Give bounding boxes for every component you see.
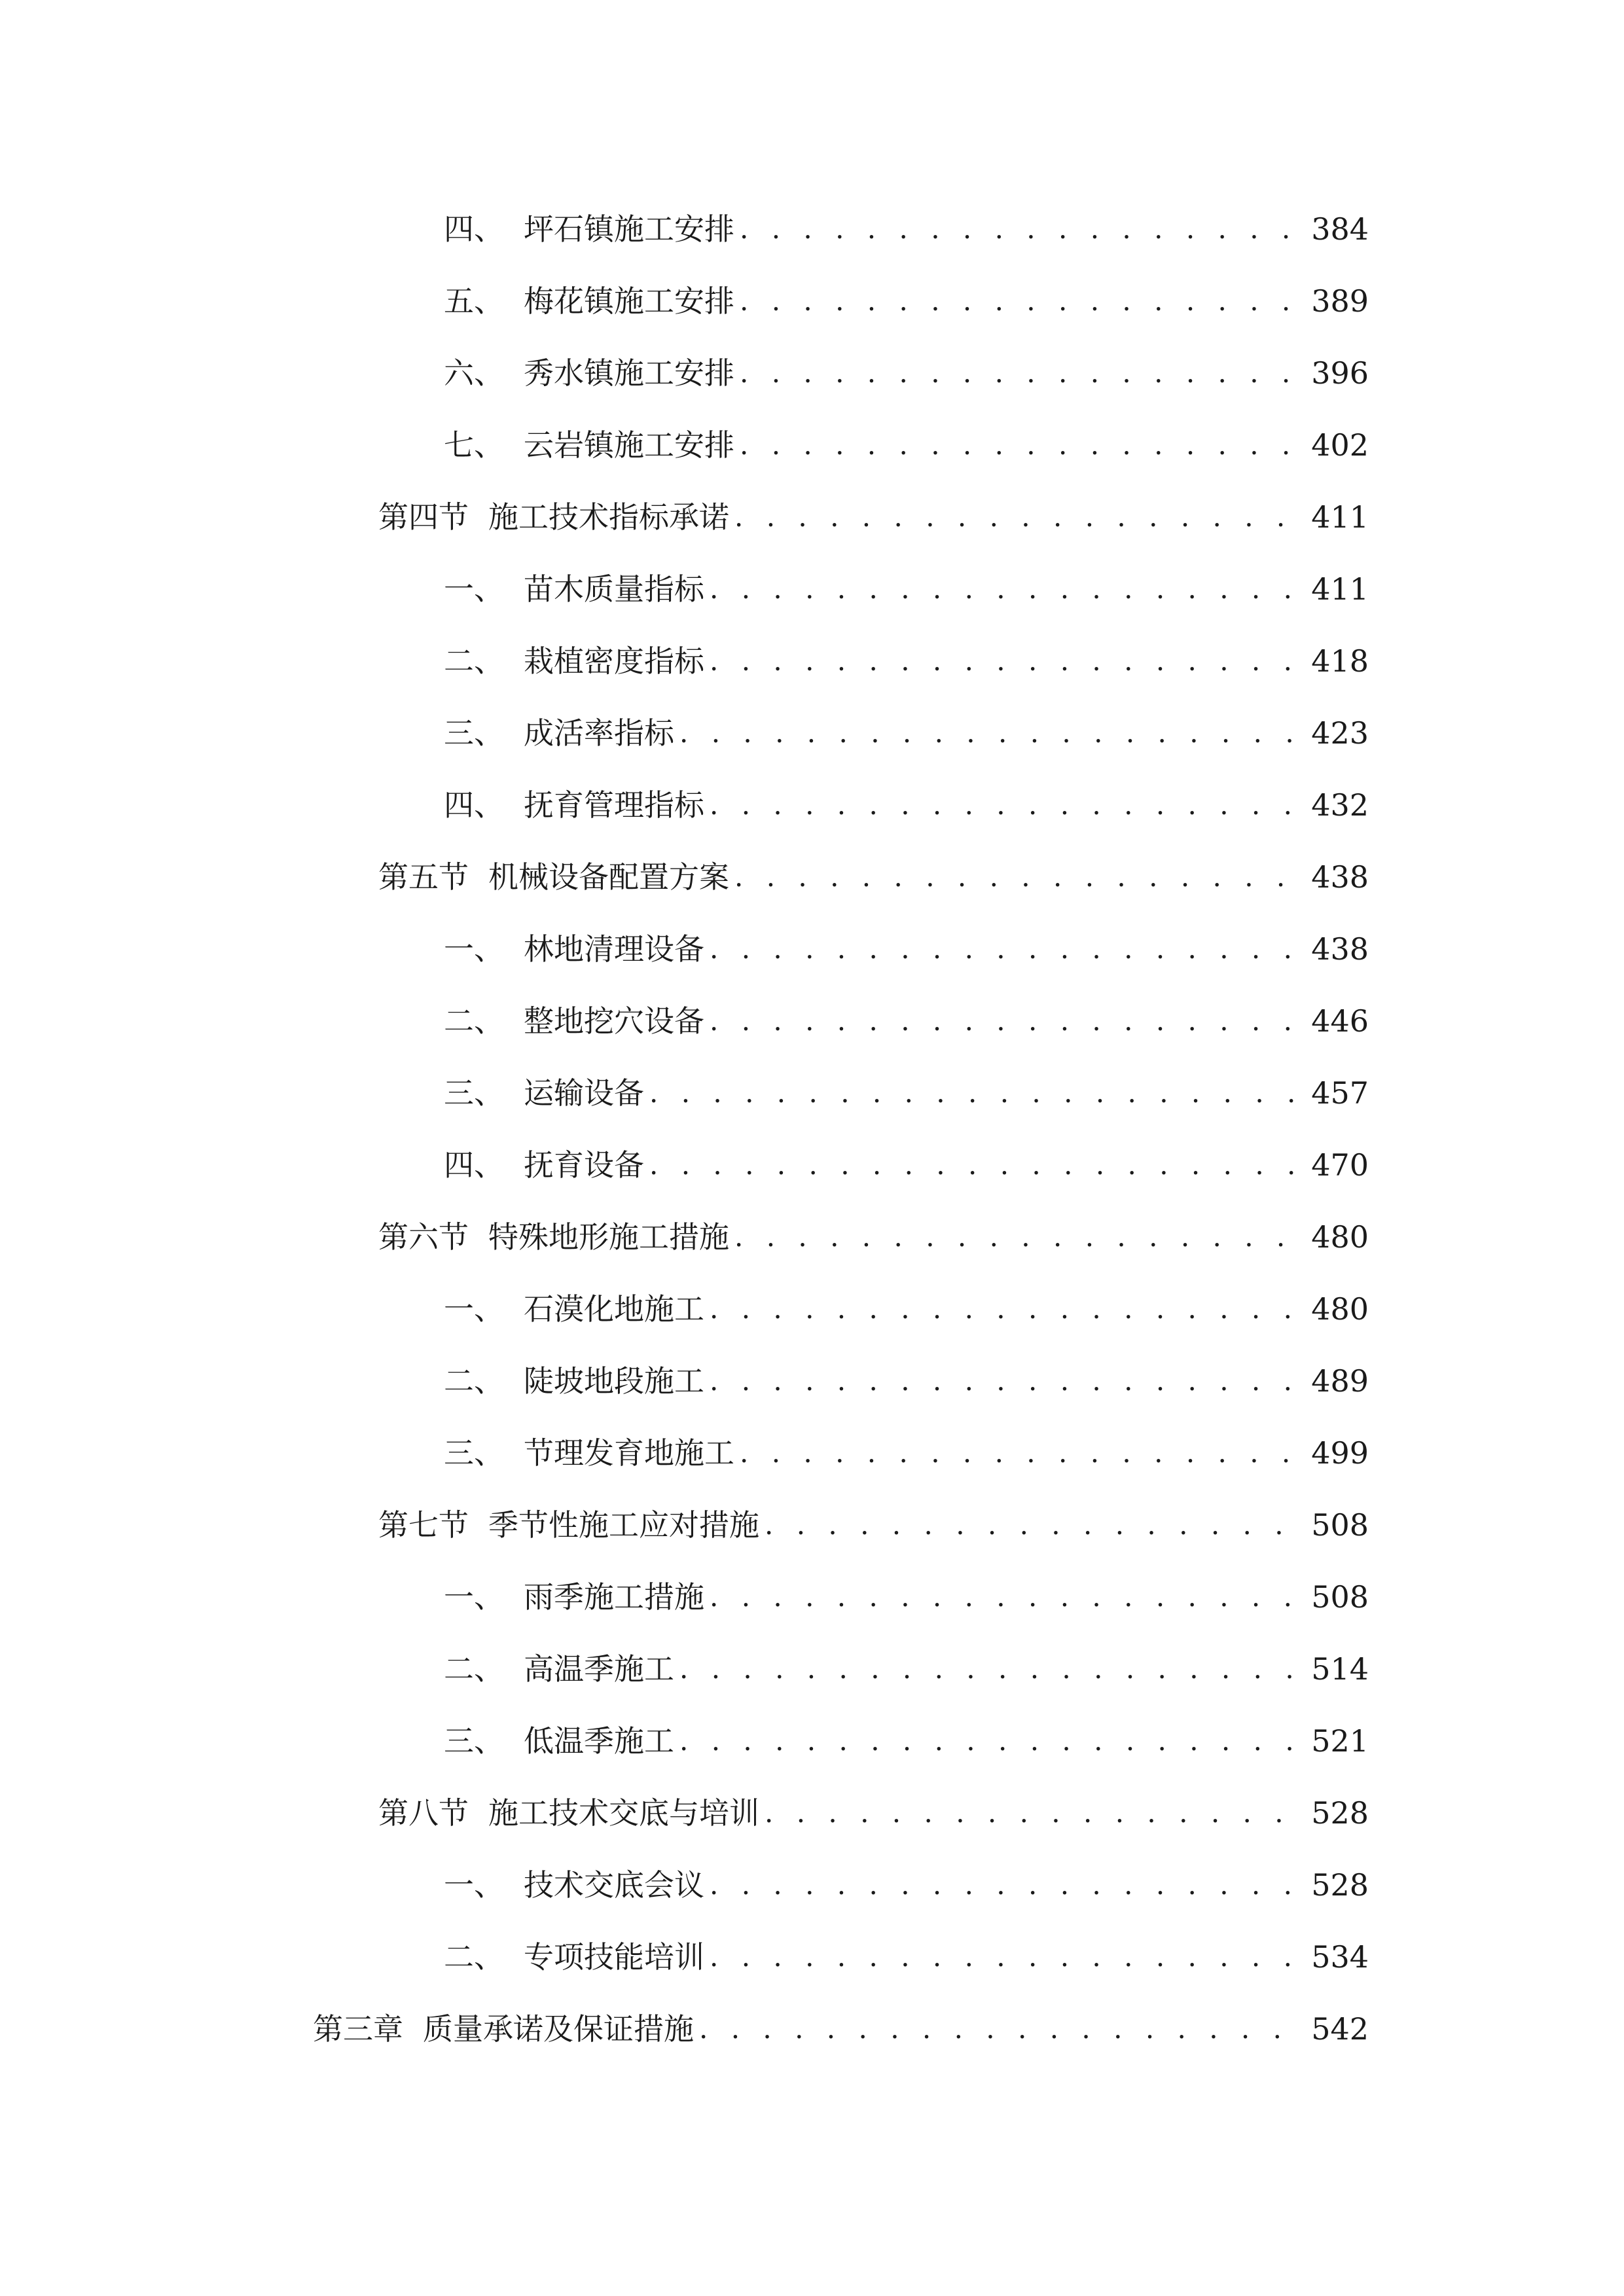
toc-entry-title: 机械设备配置方案 xyxy=(488,859,729,895)
toc-entry-title: 栽植密度指标 xyxy=(524,643,704,679)
toc-entry-number: 三、 xyxy=(444,1723,504,1759)
toc-entry-page: 508 xyxy=(1311,1507,1369,1543)
toc-entry[interactable] xyxy=(444,422,1369,468)
toc-entry-number: 第五节 xyxy=(378,859,469,895)
toc-entry-title: 秀水镇施工安排 xyxy=(524,355,734,391)
toc-entry-number: 一、 xyxy=(444,1579,504,1615)
toc-entry[interactable] xyxy=(444,566,1369,612)
toc-entry[interactable] xyxy=(444,1934,1369,1980)
dot-leader xyxy=(740,350,1302,396)
toc-entry[interactable] xyxy=(444,1862,1369,1908)
toc-entry[interactable] xyxy=(378,494,1369,540)
dot-leader xyxy=(710,926,1302,972)
toc-entry[interactable] xyxy=(444,1646,1369,1692)
toc-entry[interactable] xyxy=(444,206,1369,252)
toc-entry-page: 418 xyxy=(1311,643,1369,679)
toc-entry-number: 七、 xyxy=(444,427,504,463)
toc-entry[interactable] xyxy=(378,854,1369,900)
toc-entry-title: 季节性施工应对措施 xyxy=(488,1507,759,1543)
dot-leader xyxy=(710,998,1302,1044)
toc-entry-title: 云岩镇施工安排 xyxy=(524,427,734,463)
toc-entry-page: 402 xyxy=(1311,427,1369,463)
toc-entry-page: 534 xyxy=(1311,1939,1369,1975)
toc-entry[interactable] xyxy=(378,1214,1369,1260)
toc-entry-number: 六、 xyxy=(444,355,504,391)
toc-entry-title: 坪石镇施工安排 xyxy=(524,211,734,247)
toc-entry-page: 521 xyxy=(1311,1723,1369,1759)
dot-leader xyxy=(710,566,1302,612)
dot-leader xyxy=(740,278,1302,324)
toc-entry-number: 第三章 xyxy=(313,2011,403,2047)
dot-leader xyxy=(740,1430,1302,1476)
toc-entry-title: 成活率指标 xyxy=(524,715,674,751)
toc-entry-number: 一、 xyxy=(444,1867,504,1903)
toc-entry-page: 438 xyxy=(1311,859,1369,895)
toc-entry-title: 施工技术指标承诺 xyxy=(488,499,729,535)
toc-entry-page: 514 xyxy=(1311,1651,1369,1687)
toc-entry[interactable] xyxy=(444,998,1369,1044)
toc-entry-title: 专项技能培训 xyxy=(524,1939,704,1975)
toc-entry-page: 389 xyxy=(1311,283,1369,319)
dot-leader xyxy=(699,2006,1302,2052)
toc-entry-title: 技术交底会议 xyxy=(524,1867,704,1903)
toc-entry-number: 一、 xyxy=(444,1291,504,1327)
toc-entry-page: 508 xyxy=(1311,1579,1369,1615)
dot-leader xyxy=(740,422,1302,468)
toc-entry-number: 三、 xyxy=(444,1075,504,1111)
toc-entry-page: 480 xyxy=(1311,1219,1369,1255)
toc-entry-page: 432 xyxy=(1311,787,1369,823)
dot-leader xyxy=(710,1286,1302,1332)
toc-entry-number: 二、 xyxy=(444,1939,504,1975)
toc-entry-number: 第四节 xyxy=(378,499,469,535)
toc-entry-title: 陡坡地段施工 xyxy=(524,1363,704,1399)
toc-entry-page: 411 xyxy=(1311,499,1369,535)
dot-leader xyxy=(765,1502,1302,1548)
toc-entry[interactable] xyxy=(444,1430,1369,1476)
toc-entry[interactable] xyxy=(444,350,1369,396)
toc-entry[interactable] xyxy=(444,1142,1369,1188)
toc-entry-title: 质量承诺及保证措施 xyxy=(423,2011,694,2047)
toc-entry-page: 470 xyxy=(1311,1147,1369,1183)
dot-leader xyxy=(679,1718,1302,1764)
toc-entry-page: 457 xyxy=(1311,1075,1369,1111)
dot-leader xyxy=(734,854,1302,900)
toc-entry-page: 396 xyxy=(1311,355,1369,391)
toc-entry-title: 运输设备 xyxy=(524,1075,644,1111)
toc-entry-page: 384 xyxy=(1311,211,1369,247)
dot-leader xyxy=(679,710,1302,756)
toc-entry-page: 528 xyxy=(1311,1795,1369,1831)
toc-entry-page: 411 xyxy=(1311,571,1369,607)
toc-entry-page: 528 xyxy=(1311,1867,1369,1903)
toc-entry-number: 四、 xyxy=(444,211,504,247)
toc-entry-title: 抚育设备 xyxy=(524,1147,644,1183)
toc-entry-number: 二、 xyxy=(444,1003,504,1039)
toc-entry[interactable] xyxy=(444,782,1369,828)
toc-entry-title: 抚育管理指标 xyxy=(524,787,704,823)
toc-entry-number: 第八节 xyxy=(378,1795,469,1831)
toc-entry[interactable] xyxy=(378,1502,1369,1548)
dot-leader xyxy=(649,1142,1302,1188)
toc-entry-number: 四、 xyxy=(444,1147,504,1183)
toc-entry-title: 苗木质量指标 xyxy=(524,571,704,607)
toc-entry[interactable] xyxy=(313,2006,1369,2052)
dot-leader xyxy=(710,1934,1302,1980)
dot-leader xyxy=(710,1574,1302,1620)
toc-entry-number: 三、 xyxy=(444,715,504,751)
dot-leader xyxy=(710,1358,1302,1404)
toc-entry-page: 423 xyxy=(1311,715,1369,751)
dot-leader xyxy=(710,1862,1302,1908)
dot-leader xyxy=(765,1790,1302,1836)
toc-entry-number: 五、 xyxy=(444,283,504,319)
dot-leader xyxy=(679,1646,1302,1692)
toc-entry-title: 特殊地形施工措施 xyxy=(488,1219,729,1255)
toc-entry-page: 438 xyxy=(1311,931,1369,967)
toc-entry-page: 446 xyxy=(1311,1003,1369,1039)
toc-entry-number: 第七节 xyxy=(378,1507,469,1543)
toc-entry[interactable] xyxy=(444,1358,1369,1404)
toc-entry[interactable] xyxy=(444,1070,1369,1116)
toc-entry-number: 第六节 xyxy=(378,1219,469,1255)
toc-entry-page: 480 xyxy=(1311,1291,1369,1327)
toc-entry-page: 489 xyxy=(1311,1363,1369,1399)
toc-entry-title: 石漠化地施工 xyxy=(524,1291,704,1327)
dot-leader xyxy=(710,638,1302,684)
toc-entry-title: 高温季施工 xyxy=(524,1651,674,1687)
toc-entry-title: 整地挖穴设备 xyxy=(524,1003,704,1039)
toc-entry[interactable] xyxy=(378,1790,1369,1836)
toc-entry-number: 一、 xyxy=(444,931,504,967)
dot-leader xyxy=(734,494,1302,540)
toc-entry-page: 499 xyxy=(1311,1435,1369,1471)
toc-entry-title: 雨季施工措施 xyxy=(524,1579,704,1615)
toc-entry[interactable] xyxy=(444,638,1369,684)
dot-leader xyxy=(740,206,1302,252)
toc-entry-title: 低温季施工 xyxy=(524,1723,674,1759)
toc-entry-title: 梅花镇施工安排 xyxy=(524,283,734,319)
toc-entry-number: 四、 xyxy=(444,787,504,823)
dot-leader xyxy=(710,782,1302,828)
toc-entry[interactable] xyxy=(444,278,1369,324)
toc-entry-number: 二、 xyxy=(444,1363,504,1399)
dot-leader xyxy=(734,1214,1302,1260)
toc-entry-title: 林地清理设备 xyxy=(524,931,704,967)
toc-entry[interactable] xyxy=(444,1718,1369,1764)
toc-entry[interactable] xyxy=(444,1286,1369,1332)
toc-entry-title: 施工技术交底与培训 xyxy=(488,1795,759,1831)
toc-entry[interactable] xyxy=(444,1574,1369,1620)
toc-entry[interactable] xyxy=(444,926,1369,972)
toc-entry-number: 二、 xyxy=(444,1651,504,1687)
toc-entry-number: 二、 xyxy=(444,643,504,679)
toc-entry-number: 一、 xyxy=(444,571,504,607)
dot-leader xyxy=(649,1070,1302,1116)
toc-entry-title: 节理发育地施工 xyxy=(524,1435,734,1471)
toc-entry[interactable] xyxy=(444,710,1369,756)
toc-entry-number: 三、 xyxy=(444,1435,504,1471)
toc-entry-page: 542 xyxy=(1311,2011,1369,2047)
